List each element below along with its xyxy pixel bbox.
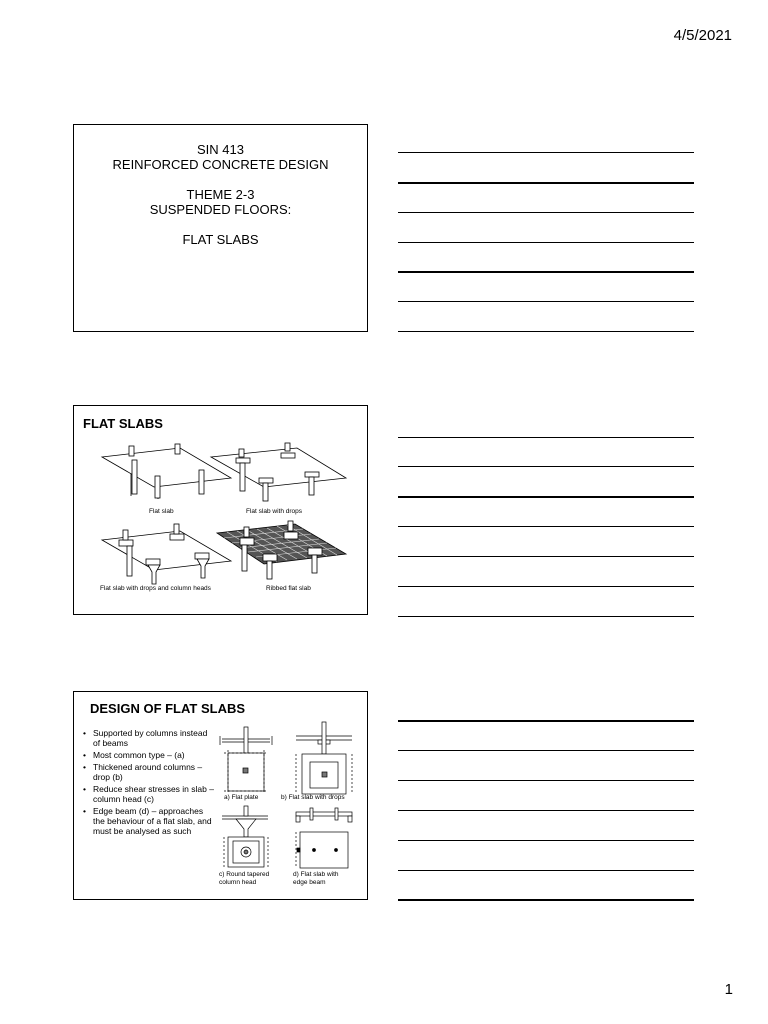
flat-slab-with-drops-and-heads-drawing <box>102 524 231 584</box>
slide-title <box>73 124 368 332</box>
note-line <box>398 840 694 841</box>
slide-flat-slabs <box>73 405 368 615</box>
caption-drops-and-heads: Flat slab with drops and column heads <box>100 585 211 592</box>
bullet-item: • Supported by columns instead of beams <box>82 728 214 748</box>
note-line <box>398 810 694 811</box>
caption-a: a) Flat plate <box>224 794 259 801</box>
note-line <box>398 870 694 871</box>
slide-design-of-flat-slabs <box>73 691 368 900</box>
note-line <box>398 586 694 587</box>
note-line <box>398 616 694 617</box>
bullet-item: • Edge beam (d) – approaches the behaviour of a flat slab, and must be analysed as such <box>82 806 214 836</box>
note-line <box>398 331 694 332</box>
caption-c-line2: column head <box>219 879 257 886</box>
note-line <box>398 466 694 467</box>
caption-b: b) Flat slab with drops <box>281 794 345 801</box>
title-block <box>74 142 367 247</box>
bullet-item: • Most common type – (a) <box>82 750 214 760</box>
slide-heading: FLAT SLABS <box>83 416 163 431</box>
note-line <box>398 182 694 184</box>
round-tapered-column-head-drawing <box>222 806 268 867</box>
flat-slab-with-drops-detail-drawing <box>296 722 352 794</box>
note-line <box>398 496 694 498</box>
course-code: SIN 413 <box>197 142 244 157</box>
bullet-item: • Thickened around columns – drop (b) <box>82 762 214 782</box>
note-line <box>398 301 694 302</box>
flat-slab-with-drops-drawing <box>211 443 346 501</box>
note-line <box>398 437 694 438</box>
theme-subtitle: SUSPENDED FLOORS: <box>149 202 292 217</box>
bullet-item: • Reduce shear stresses in slab – column head (c) <box>82 784 214 804</box>
note-line <box>398 242 694 243</box>
theme-label: THEME 2-3 <box>186 187 255 202</box>
note-line <box>398 750 694 751</box>
flat-plate-drawing <box>220 727 272 794</box>
flat-slab-drawing <box>102 444 231 499</box>
note-line <box>398 556 694 557</box>
caption-flat-slab-with-drops: Flat slab with drops <box>246 508 302 515</box>
note-line <box>398 152 694 153</box>
caption-c-line1: c) Round tapered <box>219 871 270 878</box>
topic-label: FLAT SLABS <box>182 232 259 247</box>
caption-ribbed-flat-slab: Ribbed flat slab <box>266 585 311 592</box>
course-title: REINFORCED CONCRETE DESIGN <box>112 157 329 172</box>
note-line <box>398 271 694 273</box>
note-line <box>398 212 694 213</box>
ribbed-flat-slab-drawing <box>217 521 346 579</box>
caption-d-line1: d) Flat slab with <box>293 871 339 878</box>
note-line <box>398 780 694 781</box>
slide-heading: DESIGN OF FLAT SLABS <box>90 701 246 716</box>
note-line <box>398 899 694 901</box>
page-number: 1 <box>724 981 733 998</box>
caption-d-line2: edge beam <box>293 879 326 886</box>
note-line <box>398 720 694 722</box>
flat-slab-with-edge-beam-drawing <box>296 808 352 868</box>
caption-flat-slab: Flat slab <box>149 508 174 515</box>
page-date: 4/5/2021 <box>673 27 732 44</box>
note-line <box>398 526 694 527</box>
